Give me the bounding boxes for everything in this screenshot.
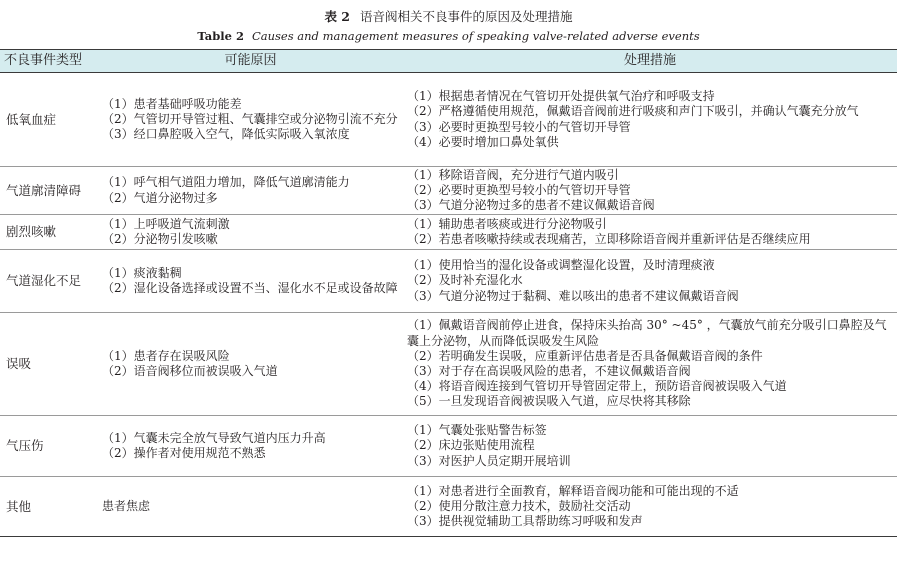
measure-item: （1）根据患者情况在气管切开处提供氧气治疗和呼吸支持 [407,89,715,104]
table-number-en: Table 2 [197,29,244,43]
causes-cell [98,416,403,477]
cause-item: （2）气道分泌物过多 [102,190,218,205]
measure-item: （3）提供视觉辅助工具帮助练习呼吸和发声 [407,514,643,529]
cause-item: （1）上呼吸道气流刺激 [102,216,230,231]
measure-item: （1）使用恰当的湿化设备或调整湿化设置，及时清理痰液 [407,258,715,273]
cause-item: （1）患者存在误吸风险 [102,348,230,363]
table-number-cn: 表 2 [324,9,351,24]
table-row [0,416,897,477]
event-type-cell: 气道湿化不足 [0,250,98,313]
causes-cell [98,250,403,313]
event-type-cell: 低氧血症 [0,73,98,167]
cause-item: （1）痰液黏稠 [102,265,182,280]
table-row [0,313,897,416]
table-row [0,477,897,537]
measures-cell [403,313,897,416]
causes-cell [98,477,403,537]
cause-item: （2）语音阀移位而被误吸入气道 [102,364,278,378]
measure-item: （1）气囊处张贴警告标签 [407,423,547,438]
measure-item: （1）对患者进行全面教育，解释语音阀功能和可能出现的不适 [407,483,739,498]
measure-item: （1）辅助患者咳痰或进行分泌物吸引 [407,216,607,231]
cause-item: （3）经口鼻腔吸入空气，降低实际吸入氧浓度 [102,127,350,142]
table-caption-en [0,28,897,44]
causes-cell [98,215,403,250]
causes-cell [98,167,403,215]
measure-item: （2）使用分散注意力技术，鼓励社交活动 [407,498,631,513]
event-type-cell: 剧烈咳嗽 [0,215,98,250]
header-causes: 可能原因 [98,50,403,73]
cause-item: （2）操作者对使用规范不熟悉 [102,446,266,460]
event-type-cell: 气道廓清障碍 [0,167,98,215]
event-type-cell: 气压伤 [0,416,98,477]
table-title-cn: 语音阀相关不良事件的原因及处理措施 [360,9,573,24]
measure-item: （2）床边张贴使用流程 [407,438,535,453]
table-row [0,73,897,167]
cause-item: （1）患者基础呼吸功能差 [102,96,242,111]
measure-item: （2）若患者咳嗽持续或表现痛苦，立即移除语音阀并重新评估是否继续应用 [407,232,811,246]
event-type-cell: 误吸 [0,313,98,416]
event-type-cell: 其他 [0,477,98,537]
header-measures: 处理措施 [403,50,897,73]
measure-item: （2）若明确发生误吸，应重新评估患者是否具备佩戴语音阀的条件 [407,348,763,363]
measure-item: （2）严格遵循使用规范，佩戴语音阀前进行吸痰和声门下吸引，并确认气囊充分放气 [407,104,859,119]
table-body [0,73,897,537]
table-title-en: Causes and management measures of speaking valve-related adverse events [251,29,700,43]
table-caption-cn [0,9,897,25]
measure-item: （2）及时补充湿化水 [407,273,523,288]
table-row [0,250,897,313]
measure-item: （1）佩戴语音阀前停止进食，保持床头抬高 30° ~45° ，气囊放气前充分吸引口鼻腔及气囊上分泌物，从而降低误吸发生风险 [407,318,887,348]
measures-cell [403,215,897,250]
measures-cell [403,73,897,167]
measure-item: （3）对医护人员定期开展培训 [407,453,571,468]
measures-cell [403,250,897,313]
cause-item: （2）分泌物引发咳嗽 [102,232,218,246]
measure-item: （3）气道分泌物过于黏稠、难以咳出的患者不建议佩戴语音阀 [407,288,739,303]
cause-item: （1）呼气相气道阻力增加，降低气道廓清能力 [102,175,350,190]
adverse-events-table [0,49,897,537]
measure-item: （4）将语音阀连接到气管切开导管固定带上，预防语音阀被误吸入气道 [407,379,787,394]
measure-item: （3）必要时更换型号较小的气管切开导管 [407,119,631,134]
cause-item: （2）气管切开导管过粗、气囊排空或分泌物引流不充分 [102,111,398,126]
measures-cell [403,416,897,477]
cause-item: （1）气囊未完全放气导致气道内压力升高 [102,430,326,445]
causes-cell [98,313,403,416]
table-row [0,215,897,250]
measure-item: （1）移除语音阀，充分进行气道内吸引 [407,167,619,182]
cause-item: 患者焦虑 [102,498,151,513]
table-header-row [0,50,897,73]
measures-cell [403,477,897,537]
measure-item: （3）气道分泌物过多的患者不建议佩戴语音阀 [407,198,655,213]
measure-item: （4）必要时增加口鼻处氧供 [407,134,559,149]
cause-item: （2）湿化设备选择或设置不当、湿化水不足或设备故障 [102,281,398,295]
measure-item: （2）必要时更换型号较小的气管切开导管 [407,182,631,197]
measure-item: （3）对于存在高误吸风险的患者，不建议佩戴语音阀 [407,364,691,378]
measure-item: （5）一旦发现语音阀被误吸入气道，应尽快将其移除 [407,394,691,409]
table-row [0,167,897,215]
causes-cell [98,73,403,167]
measures-cell [403,167,897,215]
header-event-type: 不良事件类型 [0,50,98,73]
